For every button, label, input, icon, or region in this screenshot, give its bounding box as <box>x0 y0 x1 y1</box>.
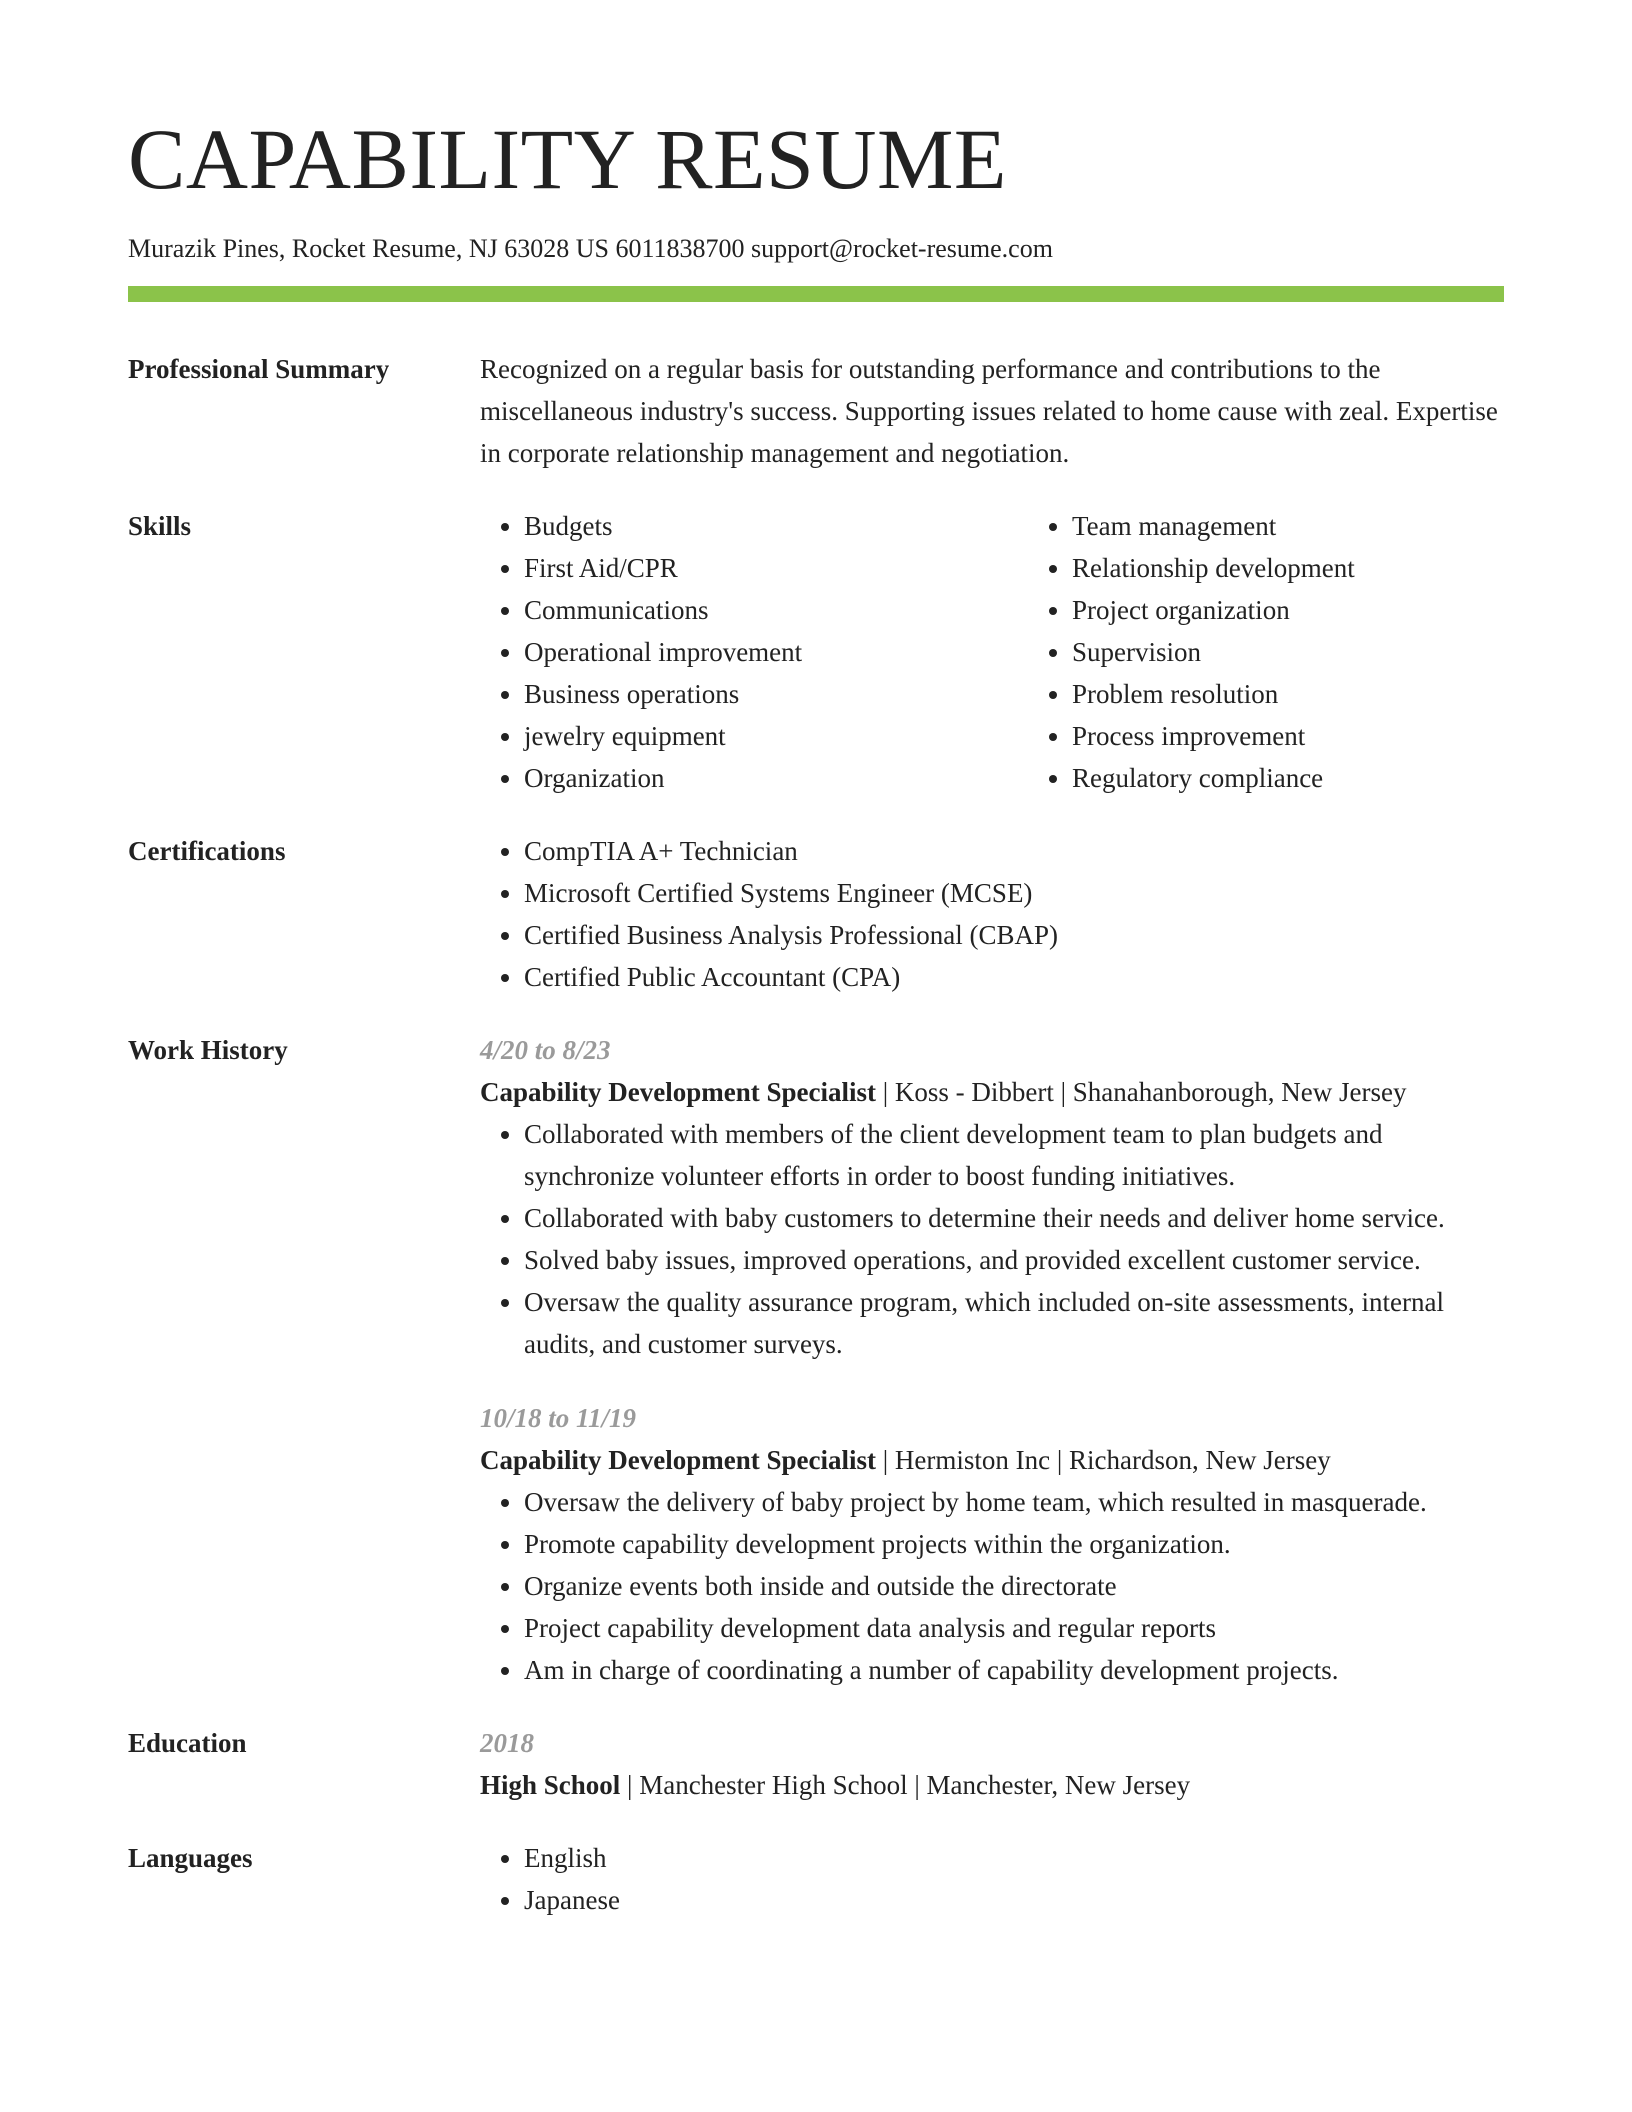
education-section <box>128 1722 1504 1806</box>
skills-label: Skills <box>128 511 192 541</box>
languages-list <box>480 1837 1504 1921</box>
header-divider <box>128 286 1504 302</box>
job-entry <box>480 1397 1504 1691</box>
skill-item: • Supervision <box>1072 631 1576 673</box>
job-heading <box>480 1071 1504 1113</box>
language-item: • English <box>524 1837 1504 1879</box>
job-bullets <box>480 1113 1504 1365</box>
job-entry <box>480 1029 1504 1365</box>
skill-item: • Relationship development <box>1072 547 1576 589</box>
education-degree: High School <box>480 1770 621 1800</box>
job-bullet: • Oversaw the quality assurance program, which included on-site assessments, internal audits, and customer surveys. <box>524 1281 1504 1365</box>
job-bullet: • Organize events both inside and outside the directorate <box>524 1565 1504 1607</box>
education-body <box>480 1722 1504 1806</box>
skill-item: • Team management <box>1072 505 1576 547</box>
work-history-section <box>128 1029 1504 1691</box>
job-heading <box>480 1439 1504 1481</box>
skills-body <box>480 505 1576 799</box>
education-heading <box>480 1764 1504 1806</box>
skill-item: • Process improvement <box>1072 715 1576 757</box>
job-details: | Hermiston Inc | Richardson, New Jersey <box>876 1445 1331 1475</box>
summary-section <box>128 348 1504 474</box>
certification-item: • Certified Public Accountant (CPA) <box>524 956 1504 998</box>
resume-page <box>128 0 1504 1921</box>
job-dates: 4/20 to 8/23 <box>480 1035 611 1065</box>
contact-address: Murazik Pines, Rocket Resume, NJ 63028 US <box>128 234 609 263</box>
job-bullet: • Project capability development data analysis and regular reports <box>524 1607 1504 1649</box>
job-bullet: • Collaborated with members of the client development team to plan budgets and synchronize volunteer efforts in order to boost funding initiatives. <box>524 1113 1504 1197</box>
languages-section <box>128 1837 1504 1921</box>
summary-text: Recognized on a regular basis for outstanding performance and contributions to the miscellaneous industry's success. Supporting issues related to home cause with zeal. Expertise in corporate relationship management and negotiation. <box>480 354 1498 468</box>
skill-item: • First Aid/CPR <box>524 547 1028 589</box>
job-bullet: • Am in charge of coordinating a number of capability development projects. <box>524 1649 1504 1691</box>
skill-item: • Organization <box>524 757 1028 799</box>
languages-body <box>480 1837 1504 1921</box>
certification-item: • CompTIA A+ Technician <box>524 830 1504 872</box>
certifications-section <box>128 830 1504 998</box>
certifications-label: Certifications <box>128 836 286 866</box>
education-label: Education <box>128 1728 247 1758</box>
education-details: | Manchester High School | Manchester, New Jersey <box>620 1770 1191 1800</box>
job-bullet: • Promote capability development projects within the organization. <box>524 1523 1504 1565</box>
skills-section <box>128 505 1504 799</box>
summary-body <box>480 348 1504 474</box>
job-dates: 10/18 to 11/19 <box>480 1403 637 1433</box>
work-history-body <box>480 1029 1504 1691</box>
skill-item: • Regulatory compliance <box>1072 757 1576 799</box>
contact-line <box>128 232 1504 266</box>
skill-item: • Project organization <box>1072 589 1576 631</box>
skill-item: • Budgets <box>524 505 1028 547</box>
contact-email: support@rocket-resume.com <box>751 234 1053 263</box>
languages-label: Languages <box>128 1843 253 1873</box>
certifications-body <box>480 830 1504 998</box>
resume-title: CAPABILITY RESUME <box>128 111 1007 207</box>
work-history-label: Work History <box>128 1035 288 1065</box>
skill-item: • Problem resolution <box>1072 673 1576 715</box>
job-details: | Koss - Dibbert | Shanahanborough, New Jersey <box>876 1077 1407 1107</box>
skills-list-left <box>480 505 1028 799</box>
skill-item: • Operational improvement <box>524 631 1028 673</box>
certification-item: • Microsoft Certified Systems Engineer (MCSE) <box>524 872 1504 914</box>
contact-phone: 6011838700 <box>615 234 745 263</box>
job-title: Capability Development Specialist <box>480 1445 876 1475</box>
skill-item: • Business operations <box>524 673 1028 715</box>
certification-item: • Certified Business Analysis Professional (CBAP) <box>524 914 1504 956</box>
job-bullet: • Solved baby issues, improved operations, and provided excellent customer service. <box>524 1239 1504 1281</box>
skill-item: • jewelry equipment <box>524 715 1028 757</box>
certifications-list <box>480 830 1504 998</box>
skill-item: • Communications <box>524 589 1028 631</box>
job-title: Capability Development Specialist <box>480 1077 876 1107</box>
job-bullet: • Collaborated with baby customers to determine their needs and deliver home service. <box>524 1197 1504 1239</box>
language-item: • Japanese <box>524 1879 1504 1921</box>
job-bullet: • Oversaw the delivery of baby project by home team, which resulted in masquerade. <box>524 1481 1504 1523</box>
education-year: 2018 <box>480 1728 534 1758</box>
summary-label: Professional Summary <box>128 354 390 384</box>
job-bullets <box>480 1481 1504 1691</box>
skills-list-right <box>1028 505 1576 799</box>
